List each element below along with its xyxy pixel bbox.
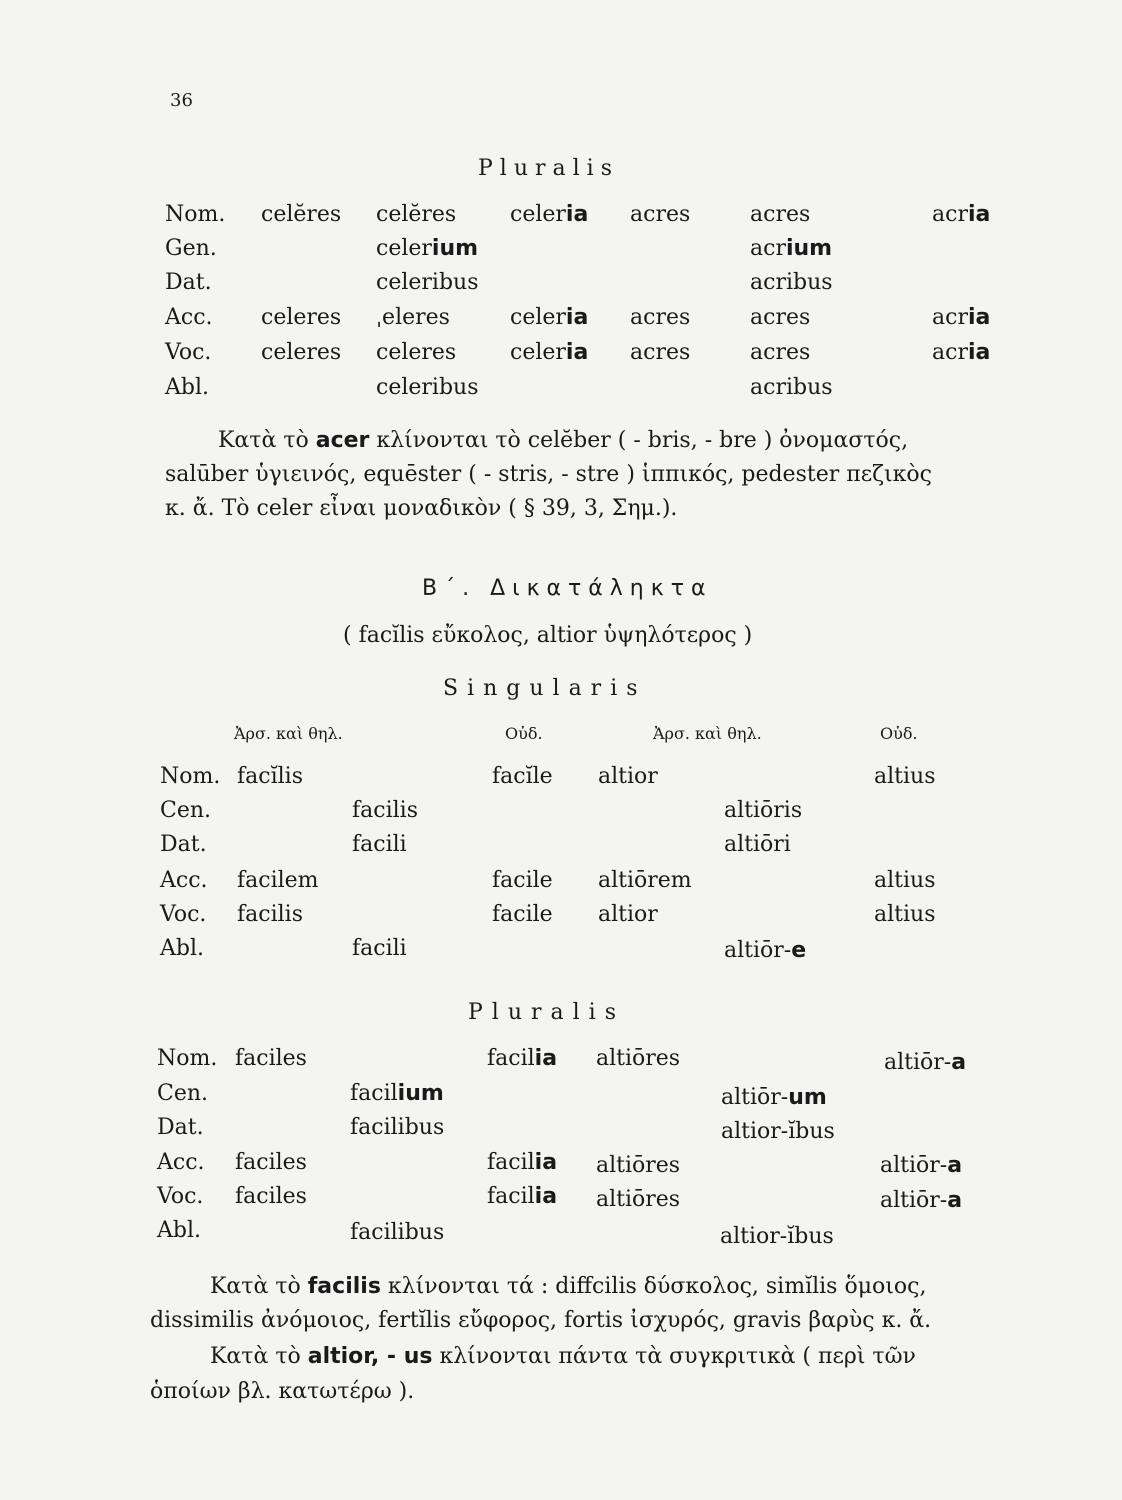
table-cell: altiōris: [724, 798, 803, 823]
table-cell: celeria: [510, 340, 589, 365]
table-cell: altiōres: [596, 1046, 681, 1071]
case-label: Acc.: [165, 305, 213, 330]
section-title-pluralis: Pluralis: [478, 156, 620, 181]
table-cell: acria: [932, 340, 991, 365]
table-cell: altior: [598, 902, 658, 927]
table-cell: ˌeleres: [376, 305, 450, 330]
table-cell: facĭlis: [237, 764, 303, 789]
paragraph-line: Κατὰ τὸ altior, - us κλίνονται πάντα τὰ συγκριτικὰ ( περὶ τῶν: [210, 1344, 916, 1369]
table-cell: altiōrem: [598, 868, 692, 893]
column-header: Ἀρσ. καὶ θηλ.: [234, 724, 343, 743]
table-cell: facilibus: [350, 1115, 445, 1140]
table-cell: altiōr-a: [880, 1188, 963, 1213]
column-header: Οὐδ.: [505, 724, 543, 743]
paragraph-line: Κατὰ τὸ facilis κλίνονται τά : diffcilis δύσκολος, simĭlis ὅμοιος,: [210, 1274, 927, 1299]
section-title-pluralis-2: Pluralis: [468, 1000, 626, 1025]
section-title-singularis: Singularis: [443, 676, 647, 701]
table-cell: facile: [492, 868, 553, 893]
table-cell: altius: [874, 902, 936, 927]
table-cell: faciles: [235, 1046, 307, 1071]
case-label: Acc.: [160, 868, 208, 893]
paragraph-line: salūber ὑγιεινός, equēster ( - stris, - stre ) ἱππικός, pedester πεζικὸς: [165, 462, 932, 487]
table-cell: acres: [630, 202, 691, 227]
table-cell: facili: [352, 832, 407, 857]
table-cell: celeribus: [376, 375, 479, 400]
case-label: Abl.: [160, 936, 204, 961]
case-label: Voc.: [160, 902, 207, 927]
table-cell: celĕres: [376, 202, 457, 227]
table-cell: acribus: [750, 270, 833, 295]
table-cell: facilis: [352, 798, 418, 823]
column-header: Οὐδ.: [880, 724, 918, 743]
case-label: Acc.: [157, 1150, 205, 1175]
table-cell: facĭle: [492, 764, 553, 789]
table-cell: acres: [630, 340, 691, 365]
table-cell: facilem: [237, 868, 319, 893]
case-label: Nom.: [157, 1046, 218, 1071]
case-label: Voc.: [165, 340, 212, 365]
case-label: Dat.: [160, 832, 207, 857]
table-cell: facilia: [487, 1046, 558, 1071]
table-cell: altius: [874, 868, 936, 893]
table-cell: celeribus: [376, 270, 479, 295]
case-label: Abl.: [157, 1218, 201, 1243]
table-cell: acria: [932, 305, 991, 330]
paragraph-line: dissimilis ἀνόμοιος, fertĭlis εὔφορος, fortis ἰσχυρός, gravis βαρὺς κ. ἄ.: [150, 1308, 932, 1333]
table-cell: facilium: [350, 1081, 444, 1106]
case-label: Nom.: [165, 202, 226, 227]
table-cell: celeria: [510, 202, 589, 227]
table-cell: altiōr-a: [884, 1050, 967, 1075]
case-label: Gen.: [165, 236, 217, 261]
table-cell: acres: [750, 340, 811, 365]
table-cell: altiōr-a: [880, 1153, 963, 1178]
table-cell: altior-ĭbus: [721, 1119, 835, 1144]
case-label: Cen.: [160, 798, 212, 823]
case-label: Voc.: [157, 1184, 204, 1209]
table-cell: faciles: [235, 1150, 307, 1175]
table-cell: celeres: [261, 305, 342, 330]
table-cell: facilia: [487, 1184, 558, 1209]
table-cell: altior-ĭbus: [720, 1224, 834, 1249]
paragraph-line: κ. ἄ. Τὸ celer εἶναι μοναδικὸν ( § 39, 3, Σημ.).: [165, 496, 678, 521]
case-label: Dat.: [165, 270, 212, 295]
table-cell: altiōr-um: [721, 1085, 827, 1110]
table-cell: acres: [750, 202, 811, 227]
table-cell: celeres: [261, 340, 342, 365]
case-label: Nom.: [160, 764, 221, 789]
table-cell: acrium: [750, 236, 833, 261]
page-number: 36: [170, 90, 193, 111]
table-cell: altius: [874, 764, 936, 789]
table-cell: faciles: [235, 1184, 307, 1209]
section-heading: Β΄. Δικατάληκτα: [422, 576, 713, 601]
table-cell: acribus: [750, 375, 833, 400]
table-cell: facilis: [237, 902, 303, 927]
table-cell: facilibus: [350, 1220, 445, 1245]
table-cell: celeres: [376, 340, 457, 365]
table-cell: altior: [598, 764, 658, 789]
table-cell: celerium: [376, 236, 479, 261]
paragraph-line: ὁποίων βλ. κατωτέρω ).: [150, 1379, 415, 1404]
case-label: Abl.: [165, 375, 209, 400]
table-cell: altiōri: [724, 832, 791, 857]
table-cell: acres: [750, 305, 811, 330]
table-cell: acres: [630, 305, 691, 330]
column-header: Ἀρσ. καὶ θηλ.: [653, 724, 762, 743]
table-cell: celĕres: [261, 202, 342, 227]
case-label: Dat.: [157, 1115, 204, 1140]
case-label: Cen.: [157, 1081, 209, 1106]
table-cell: facilia: [487, 1150, 558, 1175]
paragraph-line: Κατὰ τὸ acer κλίνονται τὸ celĕber ( - bris, - bre ) ὀνομαστός,: [218, 428, 909, 453]
table-cell: celeria: [510, 305, 589, 330]
table-cell: facili: [352, 936, 407, 961]
table-cell: altiōres: [596, 1187, 681, 1212]
table-cell: altiōres: [596, 1153, 681, 1178]
examples-line: ( facĭlis εὔκολος, altior ὑψηλότερος ): [343, 623, 753, 648]
table-cell: acria: [932, 202, 991, 227]
table-cell: altiōr-e: [724, 938, 807, 963]
table-cell: facile: [492, 902, 553, 927]
